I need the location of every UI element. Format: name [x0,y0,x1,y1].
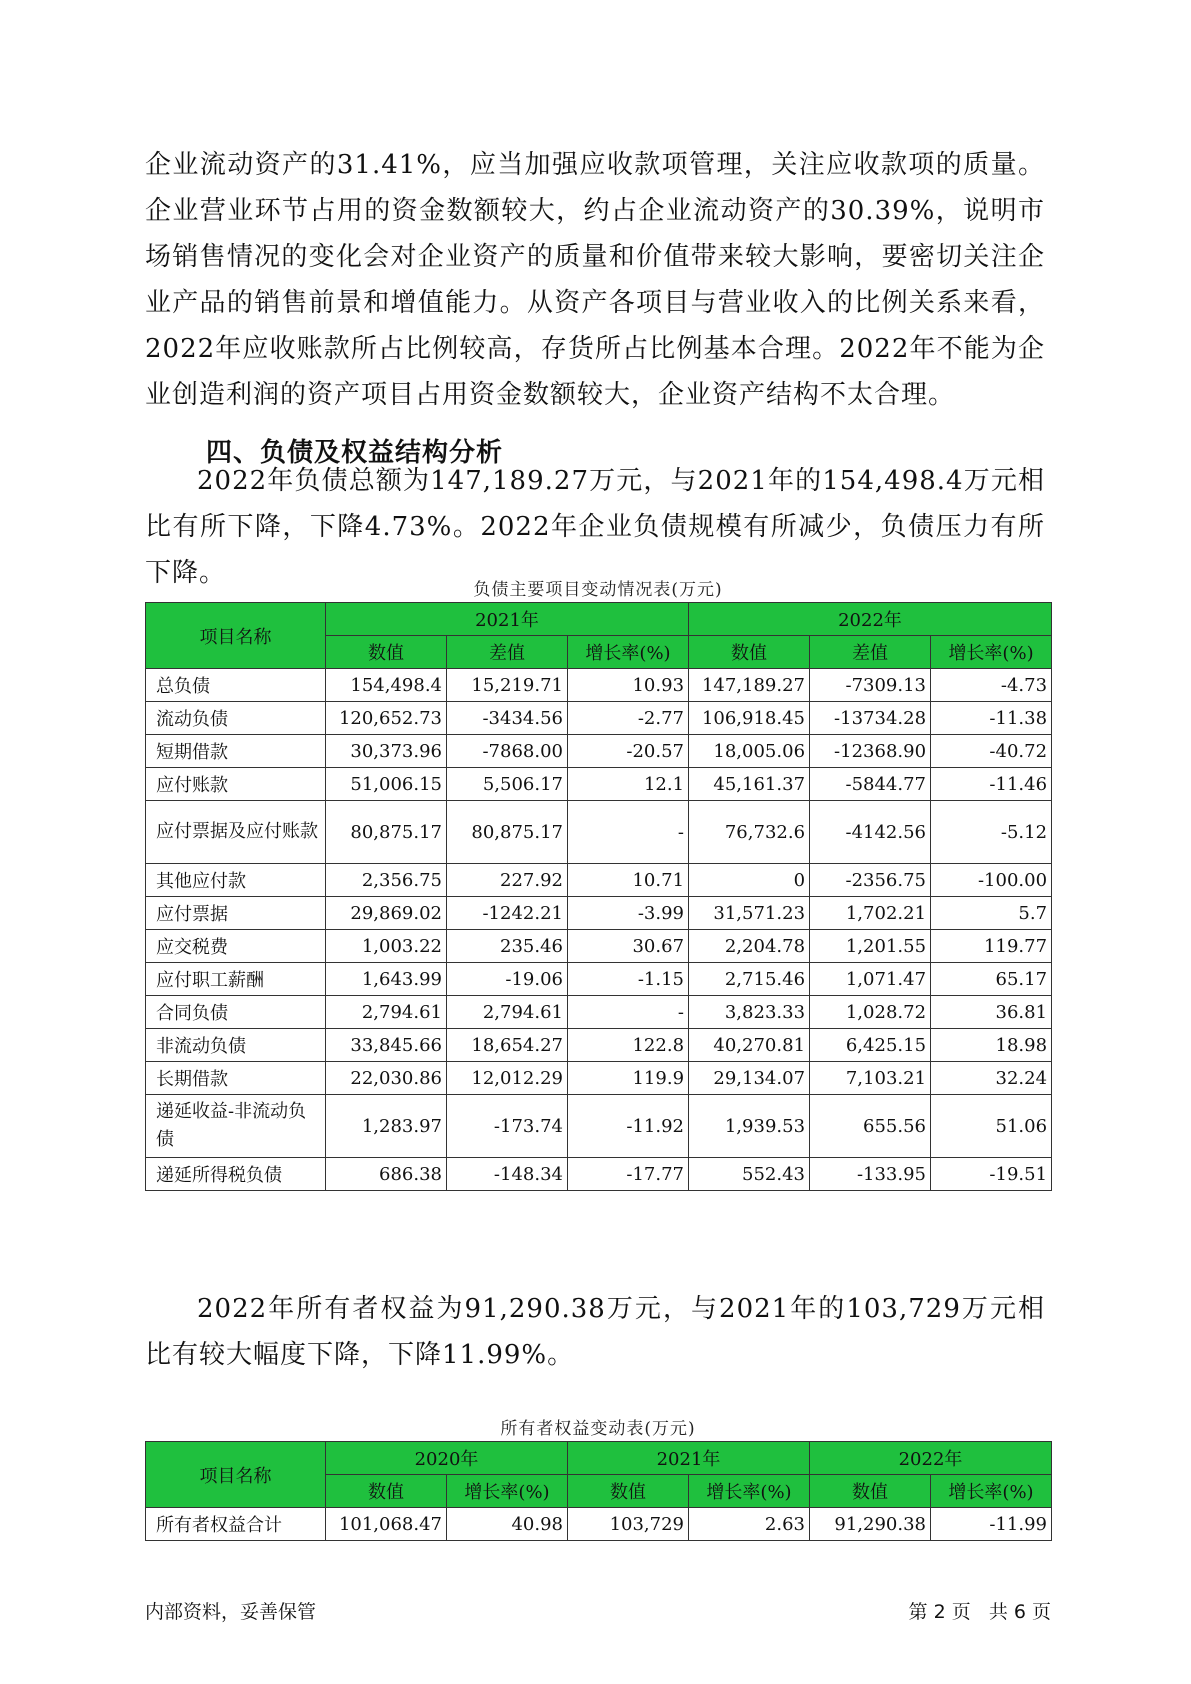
equity-table-caption: 所有者权益变动表(万元) [500,1419,696,1439]
cell: -11.46 [931,768,1052,801]
cell: 31,571.23 [689,897,810,930]
cell: 1,939.53 [689,1095,810,1158]
equity-paragraph [145,1286,1045,1378]
cell: - [568,996,689,1029]
sub-header: 数值 [810,1475,931,1508]
row-name: 长期借款 [146,1062,326,1095]
cell: 120,652.73 [326,702,447,735]
sub-header: 增长率(%) [931,636,1052,669]
cell: 2,356.75 [326,864,447,897]
cell: -4.73 [931,669,1052,702]
table-row [146,963,1052,996]
cell: 91,290.38 [810,1508,931,1541]
table-row [146,1029,1052,1062]
col-header-name: 项目名称 [146,1442,326,1508]
row-name: 递延所得税负债 [146,1158,326,1191]
sub-header: 差值 [810,636,931,669]
cell: -5.12 [931,801,1052,864]
liability-table [145,602,1052,1191]
cell: 2.63 [689,1508,810,1541]
cell: 7,103.21 [810,1062,931,1095]
table-row [146,930,1052,963]
table-row [146,1158,1052,1191]
cell: 655.56 [810,1095,931,1158]
cell: -19.51 [931,1158,1052,1191]
cell: 103,729 [568,1508,689,1541]
cell: 552.43 [689,1158,810,1191]
cell: -20.57 [568,735,689,768]
sub-header: 数值 [326,636,447,669]
cell: -12368.90 [810,735,931,768]
cell: 5,506.17 [447,768,568,801]
cell: 119.77 [931,930,1052,963]
cell: 29,134.07 [689,1062,810,1095]
cell: -1242.21 [447,897,568,930]
cell: 45,161.37 [689,768,810,801]
row-name: 流动负债 [146,702,326,735]
col-header-year-2022: 2022年 [689,603,1052,636]
row-name: 合同负债 [146,996,326,1029]
cell: 40,270.81 [689,1029,810,1062]
cell: 33,845.66 [326,1029,447,1062]
row-name: 应付账款 [146,768,326,801]
section-title: 四、负债及权益结构分析 [206,438,504,468]
cell: -148.34 [447,1158,568,1191]
cell: 30.67 [568,930,689,963]
cell: 1,643.99 [326,963,447,996]
page-number: 第 2 页 共 6 页 [908,1601,1051,1623]
row-name: 应交税费 [146,930,326,963]
intro-text: 企业流动资产的31.41%，应当加强应收款项管理，关注应收款项的质量。企业营业环节占用的资金数额较大，约占企业流动资产的30.39%，说明市场销售情况的变化会对企业资产的质量和价值带来较大影响，要密切关注企业产品的销售前景和增值能力。从资产各项目与营业收入的比例关系来看，2022年应收账款所占比例较高，存货所占比例基本合理。2022年不能为企业创造利润的资产项目占用资金数额较大，企业资产结构不太合理。 [145,150,1045,410]
cell: 36.81 [931,996,1052,1029]
cell: 12.1 [568,768,689,801]
intro-paragraph [145,142,1045,418]
cell: 2,204.78 [689,930,810,963]
cell: -100.00 [931,864,1052,897]
row-name: 非流动负债 [146,1029,326,1062]
sub-header: 数值 [568,1475,689,1508]
cell: 2,794.61 [447,996,568,1029]
cell: 18,654.27 [447,1029,568,1062]
cell: -19.06 [447,963,568,996]
cell: 10.93 [568,669,689,702]
table-row [146,1508,1052,1541]
cell: -11.38 [931,702,1052,735]
cell: -11.99 [931,1508,1052,1541]
cell: 1,003.22 [326,930,447,963]
table-row [146,735,1052,768]
cell: -173.74 [447,1095,568,1158]
cell: 101,068.47 [326,1508,447,1541]
row-name: 应付职工薪酬 [146,963,326,996]
col-header-year-2022: 2022年 [810,1442,1052,1475]
cell: 2,794.61 [326,996,447,1029]
cell: 51,006.15 [326,768,447,801]
sub-header: 增长率(%) [931,1475,1052,1508]
cell: 29,869.02 [326,897,447,930]
cell: 18,005.06 [689,735,810,768]
sub-header: 增长率(%) [689,1475,810,1508]
footer-left: 内部资料，妥善保管 [145,1601,317,1623]
cell: -4142.56 [810,801,931,864]
cell: 106,918.45 [689,702,810,735]
cell: 32.24 [931,1062,1052,1095]
cell: 686.38 [326,1158,447,1191]
table-row [146,1062,1052,1095]
cell: 1,201.55 [810,930,931,963]
cell: 3,823.33 [689,996,810,1029]
cell: 76,732.6 [689,801,810,864]
cell: -13734.28 [810,702,931,735]
row-name: 总负债 [146,669,326,702]
row-name: 其他应付款 [146,864,326,897]
row-name: 应付票据 [146,897,326,930]
cell: 1,283.97 [326,1095,447,1158]
cell: -17.77 [568,1158,689,1191]
cell: 119.9 [568,1062,689,1095]
cell: 154,498.4 [326,669,447,702]
cell: -2.77 [568,702,689,735]
cell: 12,012.29 [447,1062,568,1095]
sub-header: 增长率(%) [447,1475,568,1508]
cell: 5.7 [931,897,1052,930]
cell: -133.95 [810,1158,931,1191]
cell: 122.8 [568,1029,689,1062]
row-name: 所有者权益合计 [146,1508,326,1541]
cell: 6,425.15 [810,1029,931,1062]
table-row [146,897,1052,930]
sub-header: 差值 [447,636,568,669]
cell: -11.92 [568,1095,689,1158]
row-name: 应付票据及应付账款 [146,801,326,864]
cell: 2,715.46 [689,963,810,996]
sub-header: 数值 [689,636,810,669]
table-row [146,669,1052,702]
cell: 147,189.27 [689,669,810,702]
cell: -40.72 [931,735,1052,768]
equity-text: 2022年所有者权益为91,290.38万元，与2021年的103,729万元相比有较大幅度下降，下降11.99%。 [145,1294,1045,1370]
sub-header: 增长率(%) [568,636,689,669]
cell: 40.98 [447,1508,568,1541]
cell: 22,030.86 [326,1062,447,1095]
cell: 15,219.71 [447,669,568,702]
col-header-name: 项目名称 [146,603,326,669]
cell: 1,028.72 [810,996,931,1029]
cell: 0 [689,864,810,897]
cell: 18.98 [931,1029,1052,1062]
cell: 1,702.21 [810,897,931,930]
equity-table [145,1441,1052,1541]
cell: 1,071.47 [810,963,931,996]
cell: -1.15 [568,963,689,996]
col-header-year-2021: 2021年 [326,603,689,636]
cell: 51.06 [931,1095,1052,1158]
sub-header: 数值 [326,1475,447,1508]
col-header-year-2021: 2021年 [568,1442,810,1475]
table-row [146,801,1052,864]
cell: - [568,801,689,864]
table-row [146,702,1052,735]
cell: -5844.77 [810,768,931,801]
cell: -3434.56 [447,702,568,735]
row-name: 递延收益-非流动负债 [146,1095,326,1158]
row-name: 短期借款 [146,735,326,768]
cell: -3.99 [568,897,689,930]
table-row [146,864,1052,897]
liability-text: 2022年负债总额为147,189.27万元，与2021年的154,498.4万元相比有所下降，下降4.73%。2022年企业负债规模有所减少，负债压力有所下降。 [145,466,1045,588]
table-row [146,768,1052,801]
table-row [146,1095,1052,1158]
liability-table-caption: 负债主要项目变动情况表(万元) [473,580,723,600]
cell: -2356.75 [810,864,931,897]
cell: 30,373.96 [326,735,447,768]
cell: 235.46 [447,930,568,963]
cell: 80,875.17 [447,801,568,864]
col-header-year-2020: 2020年 [326,1442,568,1475]
cell: 10.71 [568,864,689,897]
cell: 227.92 [447,864,568,897]
table-row [146,996,1052,1029]
cell: -7309.13 [810,669,931,702]
cell: 65.17 [931,963,1052,996]
cell: 80,875.17 [326,801,447,864]
cell: -7868.00 [447,735,568,768]
